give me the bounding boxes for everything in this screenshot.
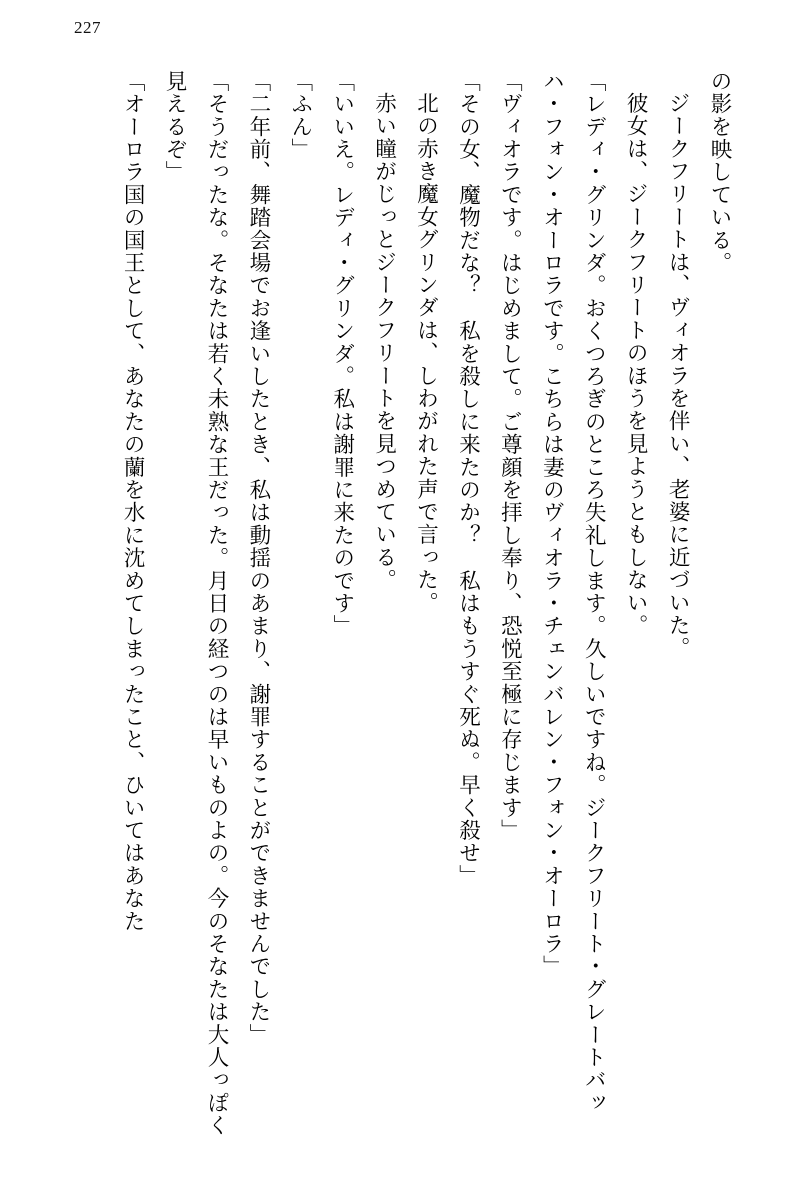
page-body-text — [52, 70, 740, 1152]
paragraph: 「ふん」 — [288, 70, 313, 161]
paragraph: の影を映している。 — [708, 70, 732, 275]
paragraph: 「ヴィオラです。はじめまして。ご尊顔を拝し奉り、恐悦至極に存じます」 — [498, 70, 523, 842]
paragraph: 「レディ・グリンダ。おくつろぎのところ失礼します。久しいですね。ジークフリート・グレートバッハ・フォン・オーロラです。こちらは妻のヴィオラ・チェンバレン・フォン・オーロラ」 — [540, 70, 607, 1115]
paragraph: 「いいえ。レディ・グリンダ。私は謝罪に来たのです」 — [330, 70, 355, 638]
paragraph: 「そうだったな。そなたは若く未熟な王だった。月日の経つのは早いものよの。今のそなたは大人っぽく見えるぞ」 — [163, 70, 229, 1137]
page-number: 227 — [74, 18, 101, 37]
paragraph: 彼女は、ジークフリートのほうを見ようともしない。 — [624, 91, 649, 637]
paragraph: 「オーロラ国の国王として、あなたの蘭を水に沈めてしまったこと、ひいてはあなた — [121, 70, 146, 933]
paragraph: ジークフリートは、ヴィオラを伴い、老婆に近づいた。 — [666, 91, 691, 659]
paragraph: 「その女、魔物だな？ 私を殺しに来たのか？ 私はもうすぐ死ぬ。早く殺せ」 — [456, 70, 481, 888]
paragraph: 赤い瞳がじっとジークフリートを見つめている。 — [372, 91, 397, 591]
paragraph: 「二年前、舞踏会場でお逢いしたとき、私は動揺のあまり、謝罪することができませんでした」 — [246, 70, 271, 1047]
paragraph: 北の赤き魔女グリンダは、しわがれた声で言った。 — [414, 91, 439, 614]
